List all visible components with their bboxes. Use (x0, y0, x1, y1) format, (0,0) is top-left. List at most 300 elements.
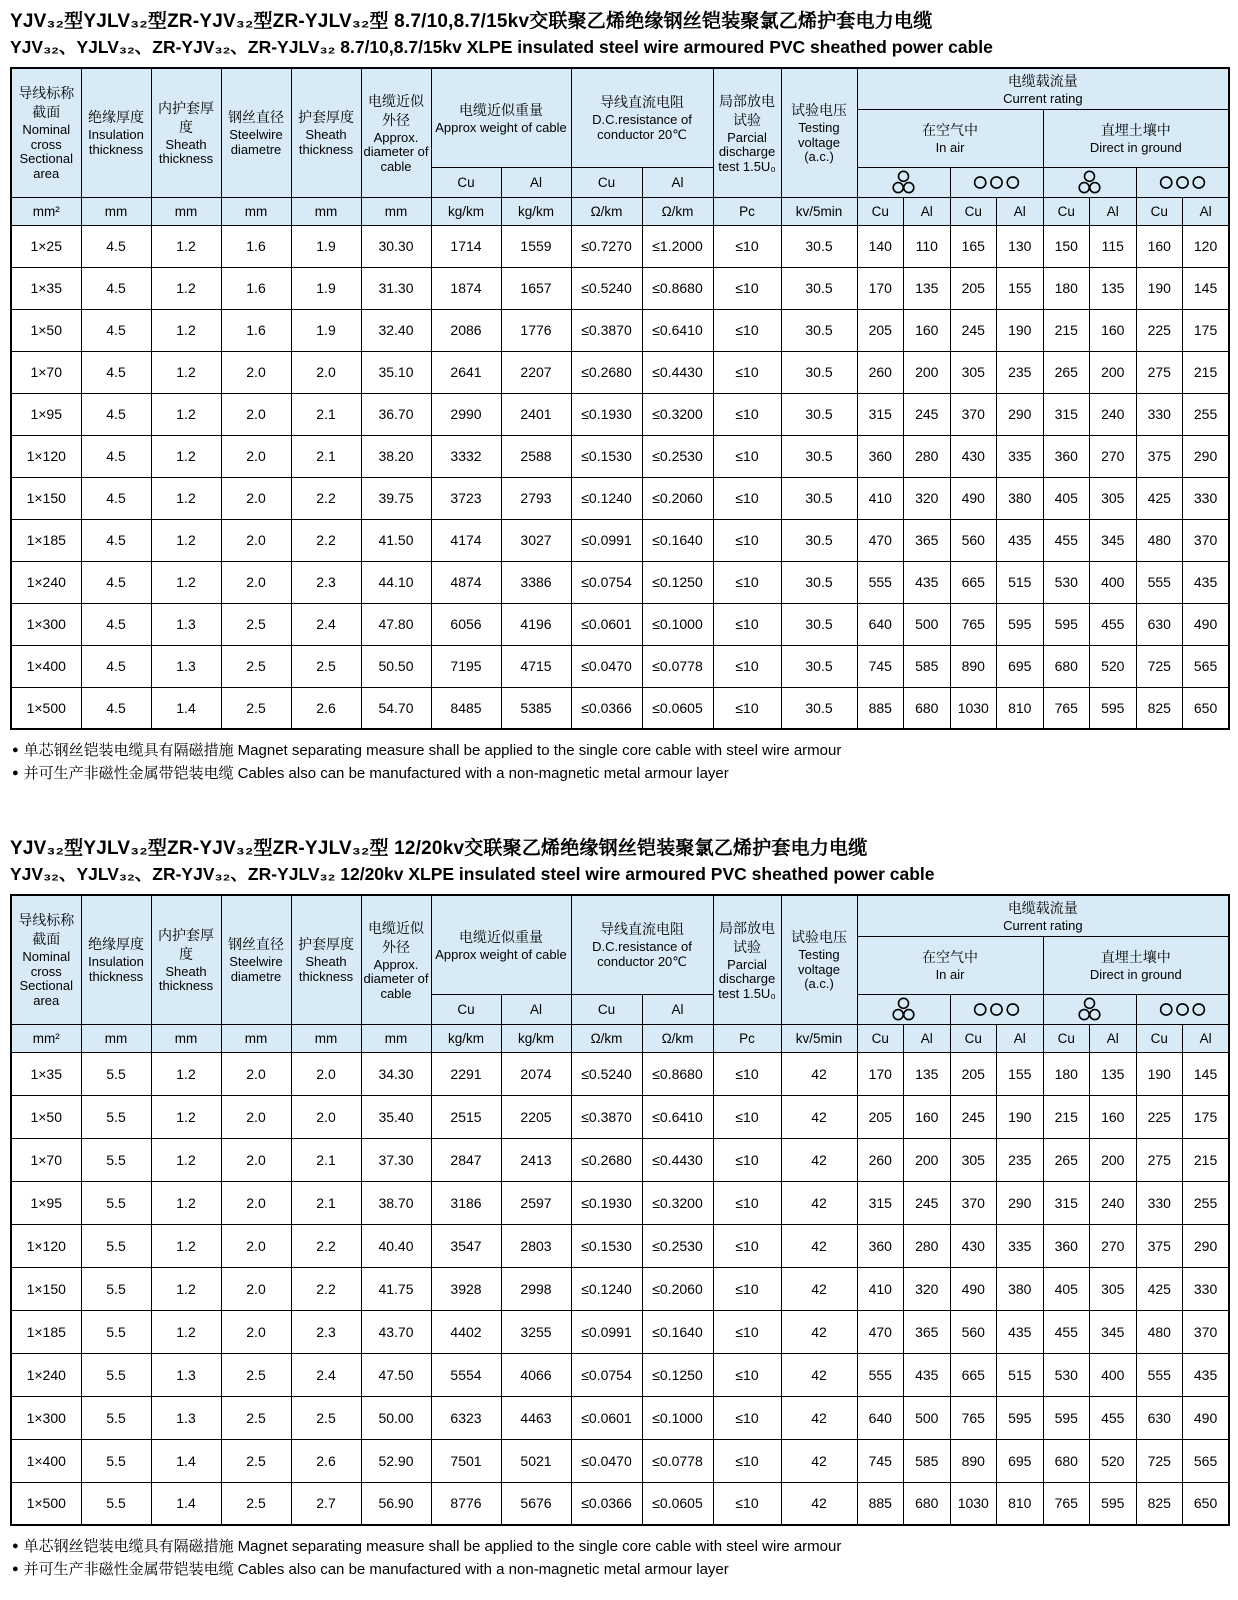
note-text-en: Cables also can be manufactured with a non-magnetic metal armour layer (237, 1561, 729, 1578)
table-cell: ≤0.1250 (642, 1353, 713, 1396)
table-cell: ≤10 (713, 1396, 781, 1439)
table-cell: 2597 (501, 1181, 571, 1224)
table-cell: 1.2 (151, 1052, 221, 1095)
table-cell: 1.2 (151, 519, 221, 561)
unit-cell: mm (361, 1024, 431, 1052)
table-cell: 180 (1043, 1052, 1090, 1095)
table-cell: 4.5 (81, 519, 151, 561)
note-text-cn: 并可生产非磁性金属带铠装电缆 (23, 765, 234, 782)
table-cell: 530 (1043, 1353, 1090, 1396)
table-cell: 215 (1183, 351, 1230, 393)
table-cell: 5.5 (81, 1095, 151, 1138)
table-cell: 3928 (431, 1267, 501, 1310)
table-cell: 2.0 (221, 1095, 291, 1138)
table-cell: 4.5 (81, 267, 151, 309)
table-cell: 205 (950, 1052, 997, 1095)
table-cell: ≤0.3200 (642, 1181, 713, 1224)
table-cell: 2803 (501, 1224, 571, 1267)
table-cell: 765 (1043, 687, 1090, 729)
table-cell: 2.0 (221, 393, 291, 435)
table-cell: 380 (997, 1267, 1044, 1310)
table-cell: 565 (1183, 645, 1230, 687)
table-cell: 39.75 (361, 477, 431, 519)
table-cell: 640 (857, 1396, 904, 1439)
table-cell: 200 (1090, 351, 1137, 393)
table-cell: ≤0.2060 (642, 1267, 713, 1310)
table-cell: 265 (1043, 1138, 1090, 1181)
header-label-cn: 绝缘厚度 (88, 936, 144, 953)
table-cell: 205 (857, 1095, 904, 1138)
header-label-cn: 电缆近似外径 (368, 919, 424, 955)
table-cell: 5.5 (81, 1396, 151, 1439)
note-text-en: Magnet separating measure shall be applied to the single core cable with steel wire armour (237, 742, 842, 759)
table-cell: 42 (781, 1095, 857, 1138)
header-weight-al: Al (501, 994, 571, 1024)
table-cell: 680 (1043, 645, 1090, 687)
unit-cell: Cu (857, 197, 904, 225)
table-cell: 2.2 (291, 477, 361, 519)
header-label-en: Approx weight of cable (435, 119, 567, 135)
table-cell: 170 (857, 267, 904, 309)
table-cell: 455 (1090, 1396, 1137, 1439)
table-cell: 2.5 (221, 687, 291, 729)
table-cell: 150 (1043, 225, 1090, 267)
table-cell: 2.0 (291, 351, 361, 393)
table-cell: 2.0 (221, 1267, 291, 1310)
table-cell: 455 (1043, 1310, 1090, 1353)
table-cell: 1.3 (151, 603, 221, 645)
table-cell: 595 (1043, 1396, 1090, 1439)
table-cell: 1.6 (221, 225, 291, 267)
table-cell: ≤10 (713, 1224, 781, 1267)
unit-cell: Ω/km (642, 1024, 713, 1052)
header-label-en: Testing voltage (a.c.) (798, 947, 840, 991)
unit-cell: mm (361, 197, 431, 225)
table-cell: 2.4 (291, 603, 361, 645)
unit-cell: Cu (1136, 197, 1183, 225)
table-cell: 30.5 (781, 561, 857, 603)
table-cell: 330 (1136, 1181, 1183, 1224)
unit-cell: Al (997, 1024, 1044, 1052)
table-cell: 5.5 (81, 1439, 151, 1482)
table-cell: 5.5 (81, 1267, 151, 1310)
table-cell: 1×95 (11, 1181, 81, 1224)
table-cell: 360 (857, 435, 904, 477)
table-cell: 2847 (431, 1138, 501, 1181)
table-cell: 2.0 (221, 351, 291, 393)
unit-cell: Ω/km (571, 197, 642, 225)
table-cell: ≤0.1640 (642, 1310, 713, 1353)
table-cell: 2.0 (221, 477, 291, 519)
header-label-en: Insulation thickness (88, 954, 144, 984)
table-cell: ≤0.6410 (642, 1095, 713, 1138)
table-cell: 455 (1090, 603, 1137, 645)
table-cell: 1.2 (151, 1267, 221, 1310)
table-cell: 1.9 (291, 267, 361, 309)
table-row (11, 267, 1229, 309)
table-cell: 2.6 (291, 1439, 361, 1482)
header-insulation-thickness (81, 895, 151, 1024)
table-cell: 2.1 (291, 1138, 361, 1181)
table-cell: ≤10 (713, 1181, 781, 1224)
table-cell: 2.3 (291, 1310, 361, 1353)
table-cell: 530 (1043, 561, 1090, 603)
header-label-en: Parcial discharge test 1.5U₀ (718, 956, 776, 1001)
table-cell: 115 (1090, 225, 1137, 267)
table-cell: 42 (781, 1396, 857, 1439)
table-cell: 36.70 (361, 393, 431, 435)
bullet-icon: ● (12, 744, 19, 756)
single-cores-trefoil-icon (890, 170, 917, 195)
table-cell: 30.30 (361, 225, 431, 267)
table-cell: 190 (1136, 1052, 1183, 1095)
table-cell: ≤0.2060 (642, 477, 713, 519)
table-cell: 6056 (431, 603, 501, 645)
table-cell: 1×400 (11, 645, 81, 687)
table-cell: 825 (1136, 1482, 1183, 1525)
table-cell: 1.2 (151, 435, 221, 477)
table-cell: 42 (781, 1138, 857, 1181)
table-cell: 335 (997, 1224, 1044, 1267)
table-cell: ≤10 (713, 351, 781, 393)
table-cell: 490 (1183, 603, 1230, 645)
table-cell: 41.50 (361, 519, 431, 561)
unit-cell: Al (997, 197, 1044, 225)
header-in-air (857, 109, 1043, 167)
table-row (11, 477, 1229, 519)
table-cell: 650 (1183, 1482, 1230, 1525)
unit-cell: Pc (713, 1024, 781, 1052)
table-cell: 2291 (431, 1052, 501, 1095)
table-cell: ≤10 (713, 225, 781, 267)
table-cell: 2.3 (291, 561, 361, 603)
note-text-en: Cables also can be manufactured with a non-magnetic metal armour layer (237, 765, 729, 782)
unit-cell: Cu (1136, 1024, 1183, 1052)
table-cell: 1776 (501, 309, 571, 351)
table-cell: 435 (997, 519, 1044, 561)
table-cell: 1.2 (151, 1138, 221, 1181)
table-header (11, 68, 1229, 225)
unit-cell: Ω/km (571, 1024, 642, 1052)
table-cell: 2.0 (291, 1052, 361, 1095)
table-cell: 5.5 (81, 1353, 151, 1396)
table-cell: 37.30 (361, 1138, 431, 1181)
table-cell: 165 (950, 225, 997, 267)
table-row (11, 1138, 1229, 1181)
table-cell: ≤0.1000 (642, 1396, 713, 1439)
table-cell: 265 (1043, 351, 1090, 393)
table-cell: ≤10 (713, 1052, 781, 1095)
table-cell: 40.40 (361, 1224, 431, 1267)
table-row (11, 393, 1229, 435)
header-partial-discharge-test (713, 68, 781, 197)
header-label-en: Current rating (1003, 917, 1083, 933)
header-insulation-thickness (81, 68, 151, 197)
table-cell: 160 (1136, 225, 1183, 267)
table-cell: ≤0.0366 (571, 687, 642, 729)
table-cell: 6323 (431, 1396, 501, 1439)
table-cell: 665 (950, 561, 997, 603)
table-cell: 1.2 (151, 225, 221, 267)
table-row (11, 1439, 1229, 1482)
table-cell: 4196 (501, 603, 571, 645)
table-cell: 2.0 (221, 1138, 291, 1181)
table-cell: 315 (857, 393, 904, 435)
table-cell: 155 (997, 267, 1044, 309)
table-cell: 565 (1183, 1439, 1230, 1482)
table-cell: ≤10 (713, 309, 781, 351)
header-dc-al: Al (642, 167, 713, 197)
table-cell: 595 (997, 603, 1044, 645)
header-inner-sheath-thickness (151, 895, 221, 1024)
table-cell: 30.5 (781, 519, 857, 561)
table-cell: 335 (997, 435, 1044, 477)
table-cell: 260 (857, 351, 904, 393)
table-cell: 1874 (431, 267, 501, 309)
table-body (11, 225, 1229, 729)
table-cell: 765 (950, 1396, 997, 1439)
table-cell: 200 (904, 351, 951, 393)
unit-cell: kg/km (501, 1024, 571, 1052)
table2-title-chinese: YJV₃₂型YJLV₃₂型ZR-YJV₃₂型ZR-YJLV₃₂型 12/20kv交联聚乙烯绝缘钢丝铠装聚氯乙烯护套电力电缆 (10, 838, 868, 859)
table-cell: 585 (904, 645, 951, 687)
table-cell: 680 (904, 687, 951, 729)
header-approx-diameter (361, 895, 431, 1024)
header-current-rating (857, 68, 1229, 109)
table-cell: 1×50 (11, 1095, 81, 1138)
table-cell: ≤10 (713, 561, 781, 603)
table1-notes (12, 739, 1228, 785)
table-cell: 490 (950, 1267, 997, 1310)
table-cell: 1.3 (151, 645, 221, 687)
table-cell: 275 (1136, 1138, 1183, 1181)
table-cell: 2641 (431, 351, 501, 393)
table-cell: 42 (781, 1181, 857, 1224)
table-cell: 435 (904, 561, 951, 603)
header-testing-voltage (781, 68, 857, 197)
table-cell: 160 (1090, 309, 1137, 351)
table-row (11, 1267, 1229, 1310)
table-cell: ≤10 (713, 603, 781, 645)
table-cell: ≤10 (713, 1482, 781, 1525)
table-cell: 135 (1090, 1052, 1137, 1095)
unit-cell: Cu (1043, 197, 1090, 225)
unit-cell: kv/5min (781, 1024, 857, 1052)
table-cell: 3186 (431, 1181, 501, 1224)
table-cell: 1030 (950, 1482, 997, 1525)
table-cell: 1714 (431, 225, 501, 267)
table-cell: ≤0.1530 (571, 435, 642, 477)
spec-table-12-20kv (10, 894, 1230, 1526)
table-cell: 1×70 (11, 351, 81, 393)
table-cell: ≤0.0470 (571, 1439, 642, 1482)
table-cell: 630 (1136, 1396, 1183, 1439)
table-cell: 425 (1136, 1267, 1183, 1310)
table-cell: 330 (1183, 1267, 1230, 1310)
table-row (11, 603, 1229, 645)
table-cell: 3027 (501, 519, 571, 561)
table-cell: 4.5 (81, 393, 151, 435)
table-cell: ≤0.0991 (571, 519, 642, 561)
table-cell: 595 (1043, 603, 1090, 645)
table-cell: 315 (1043, 393, 1090, 435)
single-cores-trefoil-icon (1076, 170, 1103, 195)
table-cell: 2.1 (291, 1181, 361, 1224)
table-cell: ≤0.0754 (571, 1353, 642, 1396)
table-cell: 370 (1183, 1310, 1230, 1353)
table-cell: 370 (1183, 519, 1230, 561)
table-cell: 1.2 (151, 351, 221, 393)
header-label-en: Sheath thickness (158, 136, 214, 167)
header-nominal-cross-sectional-area (11, 895, 81, 1024)
table-cell: 520 (1090, 645, 1137, 687)
table-cell: 2.2 (291, 519, 361, 561)
note-item (12, 739, 1228, 762)
table-cell: 7195 (431, 645, 501, 687)
table-cell: 175 (1183, 1095, 1230, 1138)
header-current-rating (857, 895, 1229, 936)
table-cell: 1.4 (151, 687, 221, 729)
table-cell: 43.70 (361, 1310, 431, 1353)
table-cell: 360 (1043, 435, 1090, 477)
header-label-cn: 在空气中 (922, 948, 979, 965)
unit-cell: Cu (857, 1024, 904, 1052)
table-row (11, 351, 1229, 393)
table-cell: 1×120 (11, 1224, 81, 1267)
table1-title-english: YJV₃₂、YJLV₃₂、ZR-YJV₃₂、ZR-YJLV₃₂ 8.7/10,8.7/15kv XLPE insulated steel wire armoured PVC sheathed power cable (10, 37, 993, 57)
table-section-2 (10, 835, 1228, 1581)
table-cell: 1×185 (11, 519, 81, 561)
unit-cell: mm² (11, 1024, 81, 1052)
unit-cell: mm (151, 1024, 221, 1052)
table-cell: ≤10 (713, 1353, 781, 1396)
table-cell: 135 (904, 1052, 951, 1095)
table-cell: 2588 (501, 435, 571, 477)
unit-cell: mm (291, 1024, 361, 1052)
table-cell: ≤0.0601 (571, 1396, 642, 1439)
table-cell: 1×500 (11, 687, 81, 729)
table-cell: 1.4 (151, 1439, 221, 1482)
table-cell: 44.10 (361, 561, 431, 603)
table-cell: 35.40 (361, 1095, 431, 1138)
table-cell: 200 (1090, 1138, 1137, 1181)
table-cell: 2.0 (221, 561, 291, 603)
header-direct-in-ground (1043, 109, 1229, 167)
table-cell: 3723 (431, 477, 501, 519)
table-cell: 1.2 (151, 1181, 221, 1224)
table-cell: 2.5 (221, 1396, 291, 1439)
header-label-en: Steelwire diametre (229, 127, 283, 157)
table-cell: 345 (1090, 1310, 1137, 1353)
table-cell: 3547 (431, 1224, 501, 1267)
table-cell: 470 (857, 519, 904, 561)
header-in-air (857, 936, 1043, 994)
table-cell: 4.5 (81, 225, 151, 267)
table-row (11, 1181, 1229, 1224)
unit-cell: kg/km (431, 1024, 501, 1052)
table-cell: 275 (1136, 351, 1183, 393)
table-cell: 2.0 (221, 1052, 291, 1095)
header-label-en: D.C.resistance of conductor 20℃ (592, 112, 692, 142)
table-cell: 110 (904, 225, 951, 267)
header-label-cn: 在空气中 (922, 121, 979, 138)
header-label-cn: 直埋土壤中 (1100, 948, 1171, 965)
units-row (11, 197, 1229, 225)
table-cell: 435 (997, 1310, 1044, 1353)
table-cell: 1×35 (11, 1052, 81, 1095)
table-cell: 305 (1090, 1267, 1137, 1310)
table-cell: 2.2 (291, 1267, 361, 1310)
header-label-cn: 电缆载流量 (1007, 72, 1078, 89)
table-cell: ≤0.6410 (642, 309, 713, 351)
header-label-cn: 电缆近似重量 (459, 928, 543, 945)
table-cell: 4874 (431, 561, 501, 603)
table-cell: 35.10 (361, 351, 431, 393)
table-cell: 4715 (501, 645, 571, 687)
table-cell: 215 (1043, 309, 1090, 351)
header-weight-cu: Cu (431, 167, 501, 197)
table-cell: 38.70 (361, 1181, 431, 1224)
table-cell: 170 (857, 1052, 904, 1095)
header-label-en: Sheath thickness (158, 963, 214, 994)
table-cell: 255 (1183, 393, 1230, 435)
table-cell: 56.90 (361, 1482, 431, 1525)
table-cell: 1×150 (11, 477, 81, 519)
table-cell: 42 (781, 1482, 857, 1525)
table-cell: 1.2 (151, 561, 221, 603)
table-cell: ≤0.2680 (571, 351, 642, 393)
table-cell: 4.5 (81, 561, 151, 603)
table-cell: 430 (950, 1224, 997, 1267)
table-cell: ≤0.1640 (642, 519, 713, 561)
table-row (11, 1095, 1229, 1138)
table-cell: 1.2 (151, 477, 221, 519)
table-cell: 1559 (501, 225, 571, 267)
table-cell: 5.5 (81, 1138, 151, 1181)
table-cell: 3332 (431, 435, 501, 477)
unit-cell: Pc (713, 197, 781, 225)
table-cell: ≤10 (713, 519, 781, 561)
table-cell: 585 (904, 1439, 951, 1482)
header-label-cn: 局部放电试验 (719, 919, 776, 955)
table-cell: 5.5 (81, 1181, 151, 1224)
note-item (12, 762, 1228, 785)
table-cell: 375 (1136, 1224, 1183, 1267)
unit-cell: Al (904, 197, 951, 225)
header-label-cn: 导线标称截面 (18, 85, 75, 121)
table-cell: 650 (1183, 687, 1230, 729)
unit-cell: Al (1183, 1024, 1230, 1052)
table-cell: 2.6 (291, 687, 361, 729)
single-cores-flat-icon (973, 1002, 1020, 1017)
table-cell: 50.00 (361, 1396, 431, 1439)
unit-cell: Al (1090, 1024, 1137, 1052)
header-label-en: Sheath thickness (298, 954, 354, 984)
table-cell: 680 (1043, 1439, 1090, 1482)
table-cell: 345 (1090, 519, 1137, 561)
table-cell: 225 (1136, 1095, 1183, 1138)
table-cell: 290 (997, 393, 1044, 435)
table-cell: ≤0.2530 (642, 435, 713, 477)
table-cell: 4066 (501, 1353, 571, 1396)
table-cell: 5.5 (81, 1224, 151, 1267)
header-row (11, 895, 1229, 936)
table-cell: 885 (857, 1482, 904, 1525)
table-cell: 2.5 (221, 1353, 291, 1396)
table-cell: 1.2 (151, 393, 221, 435)
table-cell: 2.0 (221, 1181, 291, 1224)
table-cell: 290 (1183, 1224, 1230, 1267)
